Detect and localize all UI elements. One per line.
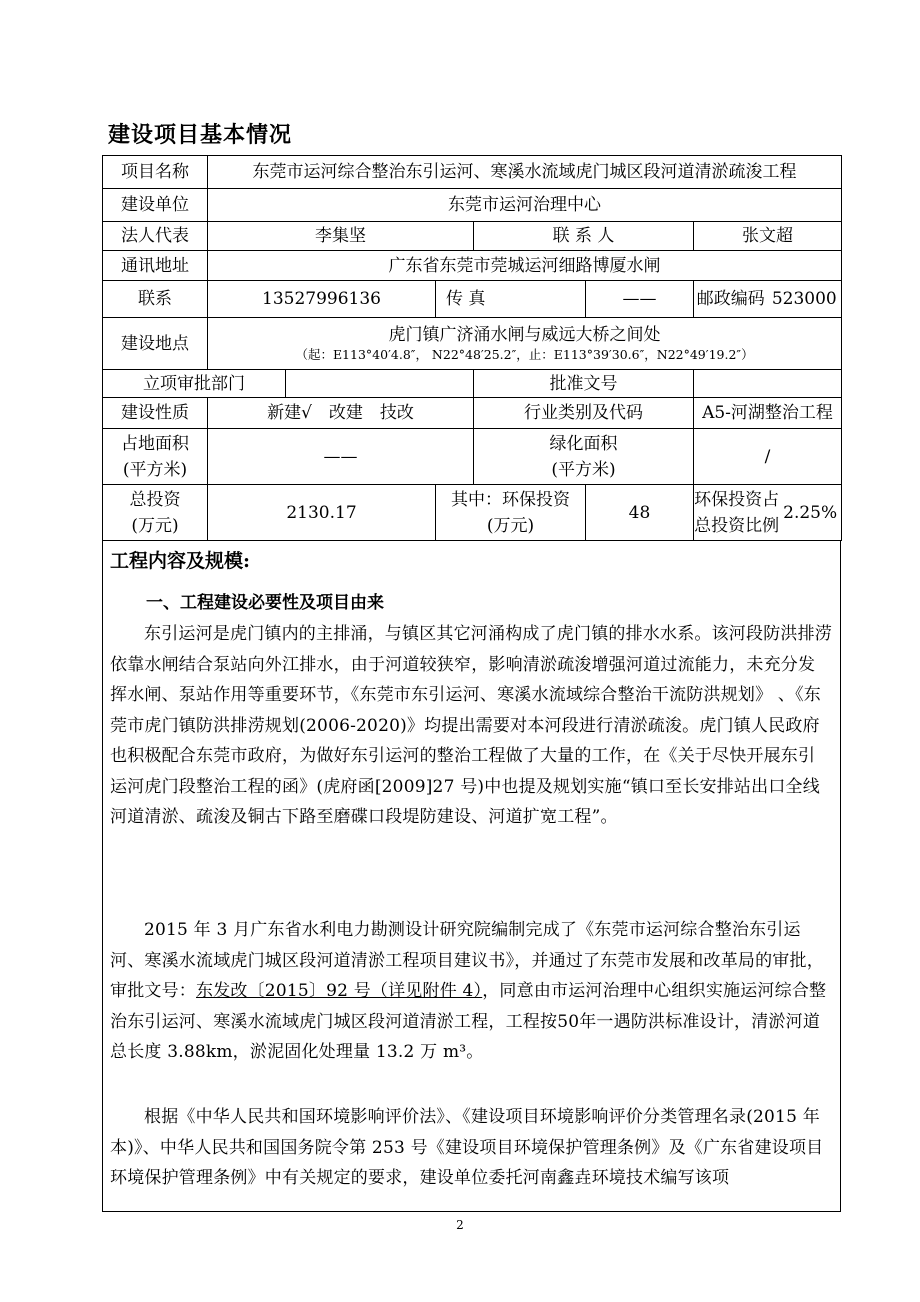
ratio-label [694, 487, 779, 539]
fax-label: 传 真 [436, 281, 586, 318]
green-label-line2: (平方米) [551, 459, 616, 480]
paragraph-1-text: 东引运河是虎门镇内的主排涌，与镇区其它河涌构成了虎门镇的排水水系。该河段防洪排涝依靠水闸结合泵站向外江排水，由于河道较狭窄，影响清淤疏浚增强河道过流能力，未充分发挥水闸、泵站作用等重要环节，《东莞市东引运河、寒溪水流域综合整治干流防洪规划》 、《东莞市虎门镇防洪排涝规划(2006-2020)》均提出需要对本河段进行清淤疏浚。虎门镇人民政府也积极配合东莞市政府，为做好东引运河的整治工程做了大量的工作，在《关于尽快开展东引运河虎门段整治工程的函》(虎府函[2009]27 号)中也提及规划实施“镇口至长安排站出口全线河道清淤、疏浚及铜古下路至磨碟口段堤防建设、河道扩宽工程”。 [110, 624, 832, 827]
ratio-label-line1: 环保投资占 [694, 489, 780, 510]
ratio-value: 2.25% [783, 502, 838, 523]
invest-label-line1: 总投资 [129, 489, 181, 510]
approval-dept-label: 立项审批部门 [103, 370, 286, 398]
builder-value: 东莞市运河治理中心 [208, 189, 842, 222]
page-number: 2 [456, 1218, 464, 1232]
approval-no-value [694, 370, 842, 398]
ratio-label-line2: 总投资比例 [694, 515, 780, 536]
postcode-cell [694, 281, 842, 318]
location-cell [208, 318, 842, 370]
invest-label [103, 485, 208, 541]
industry-label: 行业类别及代码 [474, 398, 694, 429]
postcode-label: 邮政编码 [696, 289, 765, 309]
contact-person-label: 联 系 人 [474, 222, 694, 251]
area-label [103, 429, 208, 485]
address-value: 广东省东莞市莞城运河细路博厦水闸 [208, 251, 842, 281]
location-coords: （起：E113°40′4.8″， N22°48′25.2″，止：E113°39′30.6″，N22°49′19.2″） [295, 346, 754, 362]
area-label-line2: (平方米) [122, 459, 188, 480]
paragraph-3 [110, 1102, 832, 1194]
builder-label: 建设单位 [103, 189, 208, 222]
ratio-cell [694, 485, 842, 541]
legal-rep-value: 李集坚 [208, 222, 474, 251]
content-title: 工程内容及规模: [110, 550, 251, 572]
area-label-line1: 占地面积 [121, 433, 189, 454]
project-name-label: 项目名称 [103, 156, 208, 189]
approval-no-label: 批准文号 [474, 370, 694, 398]
contact-person-value: 张文超 [694, 222, 842, 251]
postcode-value: 523000 [771, 289, 837, 309]
env-invest-label [436, 485, 586, 541]
page-heading: 建设项目基本情况 [108, 122, 293, 148]
section-heading: 一、工程建设必要性及项目由来 [146, 593, 384, 613]
location-value: 虎门镇广济涌水闸与威远大桥之间处 [388, 324, 661, 345]
project-info-table [102, 155, 842, 541]
invest-label-line2: (万元) [131, 515, 179, 536]
invest-value: 2130.17 [208, 485, 436, 541]
paragraph-2-text-a: 2015 年 3 月广东省水利电力勘测设计研究院编制完成了《东莞市运河综合整治东引运河、寒溪水流域虎门城区段河道清淤工程项目建议书》，并通过了东莞市发展和改革局的审批，审批文号： [110, 920, 824, 1001]
env-invest-label-line1: 其中：环保投资 [451, 489, 570, 510]
address-label: 通讯地址 [103, 251, 208, 281]
approval-dept-value [286, 370, 474, 398]
paragraph-2-text-b: ，同意由市运河治理中心组织实施运河综合整治东引运河、寒溪水流域虎门城区段河道清淤工程，工程按50年一遇防洪标准设计，清淤河道总长度 3.88km，淤泥固化处理量 13.2 万 m³。 [110, 981, 827, 1062]
area-value: —— [208, 429, 474, 485]
env-invest-label-line2: (万元) [486, 515, 535, 536]
nature-value: 新建√ 改建 技改 [208, 398, 474, 429]
green-label [474, 429, 694, 485]
phone-label: 联系 [103, 281, 208, 318]
approval-reference: 东发改〔2015〕92 号（详见附件 4） [196, 981, 483, 1001]
project-name-value: 东莞市运河综合整治东引运河、寒溪水流域虎门城区段河道清淤疏浚工程 [208, 156, 842, 189]
fax-value: —— [586, 281, 694, 318]
phone-value: 13527996136 [208, 281, 436, 318]
industry-value: A5-河湖整治工程 [694, 398, 842, 429]
green-label-line1: 绿化面积 [549, 433, 618, 454]
paragraph-3-text: 根据《中华人民共和国环境影响评价法》、《建设项目环境影响评价分类管理名录(2015 年本)》、中华人民共和国国务院令第 253 号《建设项目环境保护管理条例》及《广东省建设项目环境保护管理条例》中有关规定的要求，建设单位委托河南鑫垚环境技术编写该项 [110, 1107, 824, 1188]
paragraph-1 [110, 619, 832, 833]
legal-rep-label: 法人代表 [103, 222, 208, 251]
paragraph-2 [110, 915, 832, 1068]
green-value: / [694, 429, 842, 485]
env-invest-value: 48 [586, 485, 694, 541]
nature-label: 建设性质 [103, 398, 208, 429]
location-label: 建设地点 [103, 318, 208, 370]
